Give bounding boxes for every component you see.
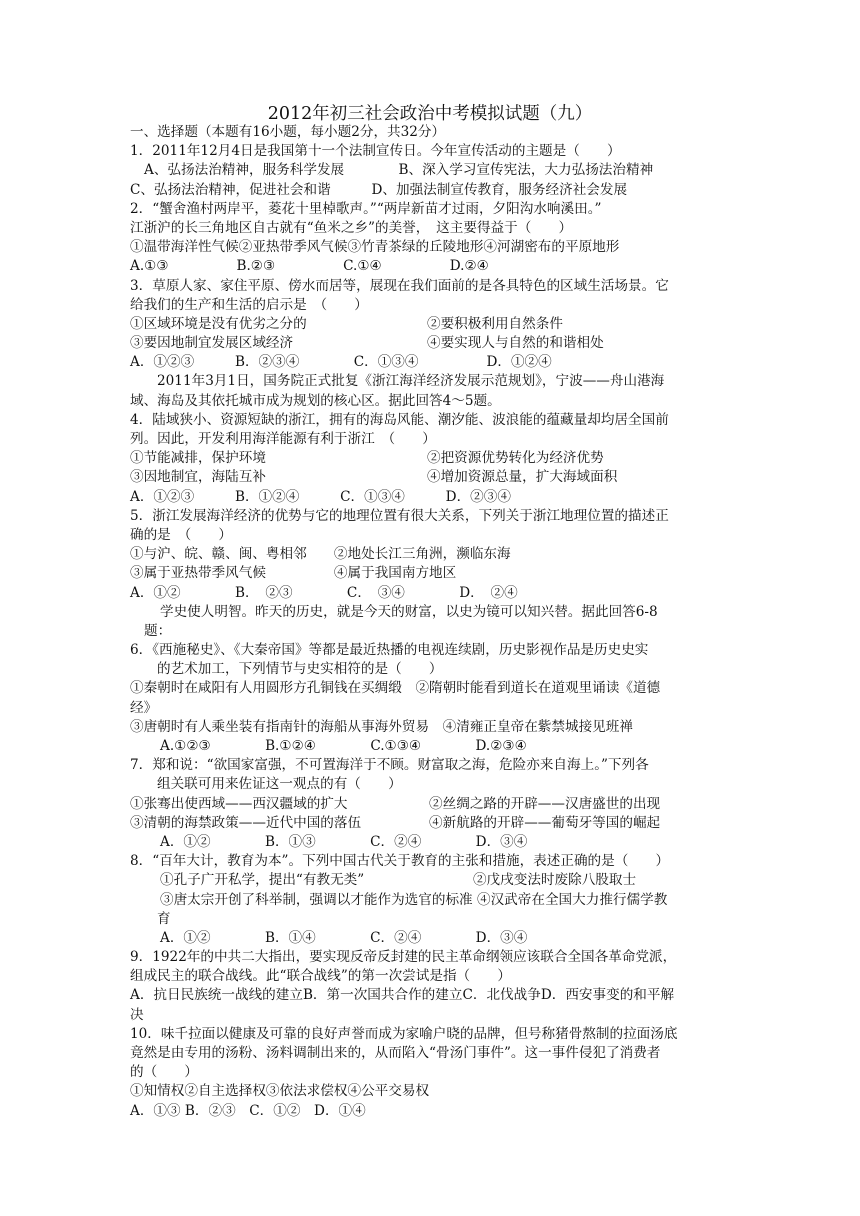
q3-item-2: ②要积极利用自然条件 [427, 315, 563, 332]
intro-6-8-line1: 学史使人明智。昨天的历史，就是今天的财富，以史为镜可以知兴替。据此回答6-8 [160, 603, 658, 620]
q3-stem-line2: 给我们的生产和生活的启示是 （ ） [130, 296, 368, 313]
q2-stem-line1: 2．“蟹舍渔村两岸平，菱花十里棹歌声。”“两岸新苗才过雨，夕阳沟水响溪田。” [130, 200, 602, 217]
section-heading: 一、选择题（本题有16小题，每小题2分，共32分） [130, 124, 446, 140]
q7-stem-line1: 7．郑和说：“欲国家富强，不可置海洋于不顾。财富取之海，危险亦来自海上。”下列各 [130, 757, 649, 774]
q3-stem-line1: 3．草原人家、家住平原、傍水而居等，展现在我们面前的是各具特色的区域生活场景。它 [130, 277, 669, 294]
q8-options: A．①② B．①④ C．②④ D．③④ [160, 929, 528, 946]
exam-content [130, 123, 750, 1121]
q4-options: A．①②③ B．①②④ C．①③④ D．②③④ [130, 488, 511, 505]
q1-options-cd: C、弘扬法治精神，促进社会和谐 D、加强法制宣传教育，服务经济社会发展 [130, 181, 628, 198]
q5-stem-line1: 5．浙江发展海洋经济的优势与它的地理位置有很大关系，下列关于浙江地理位置的描述正 [130, 507, 669, 524]
q10-items: ①知情权②自主选择权③依法求偿权④公平交易权 [130, 1083, 430, 1100]
q3-items-row1 [130, 315, 750, 334]
q6-options: A.①②③ B.①②④ C.①③④ D.②③④ [160, 738, 527, 754]
q6-stem-line2: 的艺术加工，下列情节与史实相符的是（ ） [157, 661, 443, 678]
q10-stem-line2: 竟然是由专用的汤粉、汤料调制出来的，从而陷入“骨汤门事件”。这一事件侵犯了消费者 [130, 1045, 661, 1061]
q3-options: A．①②③ B．②③④ C．①③④ D．①②④ [130, 354, 552, 371]
q8-items-row2-cont: 育 [157, 910, 171, 927]
q8-items-row1: ①孔子广开私学，提出“有教无类” ②戊戌变法时废除八股取士 [160, 872, 637, 889]
q3-item-3: ③要因地制宜发展区域经济 [130, 335, 294, 352]
q5-options: A．①② B． ②③ C． ③④ D． ②④ [130, 584, 518, 601]
q9-options-line2: 决 [130, 1006, 144, 1023]
q6-items-row1: ①秦朝时在咸阳有人用圆形方孔铜钱在买绸缎 ②隋朝时能看到道长在道观里诵读《道德 [130, 680, 661, 697]
q5-items-row2: ③属于亚热带季风气候 ④属于我国南方地区 [130, 565, 457, 582]
q4-item-1: ①节能减排，保护环境 [130, 450, 266, 467]
q4-stem-line1: 4．陆域狭小、资源短缺的浙江，拥有的海岛风能、潮汐能、波浪能的蕴藏量却均居全国前 [130, 411, 669, 428]
q7-options: A．①② B．①③ C．②④ D．③④ [160, 833, 528, 850]
q5-stem-line2: 确的是 （ ） [130, 526, 232, 543]
q4-stem-line2: 列。因此，开发利用海洋能源有利于浙江 （ ） [130, 431, 436, 447]
q7-items-row1: ①张骞出使西域——西汉疆域的扩大 ②丝绸之路的开辟——汉唐盛世的出现 [130, 795, 661, 812]
q5-items-row1: ①与沪、皖、赣、闽、粤相邻 ②地处长江三角洲，濒临东海 [130, 546, 511, 563]
intro-6-8-line2: 题： [144, 622, 172, 639]
q3-item-4: ④要实现人与自然的和谐相处 [427, 335, 604, 352]
q4-item-3: ③因地制宜，海陆互补 [130, 469, 266, 486]
q9-stem-line1: 9．1922年的中共二大指出，要实现反帝反封建的民主革命纲领应该联合全国各革命党派， [130, 949, 677, 966]
q7-stem-line2: 组关联可用来佐证这一观点的有（ ） [157, 776, 402, 793]
q6-stem-line1: 6．《西施秘史》、《大秦帝国》等都是最近热播的电视连续剧，历史影视作品是历史史实 [130, 642, 649, 659]
q2-options: A.①③ B.②③ C.①④ D.②④ [130, 258, 489, 275]
q8-stem: 8．“百年大计，教育为本”。下列中国古代关于教育的主张和措施，表述正确的是（ ） [130, 853, 670, 870]
q1-options-ab: A、弘扬法治精神，服务科学发展 B、深入学习宣传宪法，大力弘扬法治精神 [144, 162, 654, 179]
q3-items-row2 [130, 334, 750, 353]
q7-items-row2: ③清朝的海禁政策——近代中国的落伍 ④新航路的开辟——葡萄牙等国的崛起 [130, 814, 661, 831]
q8-items-row2: ③唐太宗开创了科举制，强调以才能作为选官的标准 ④汉武帝在全国大力推行儒学教 [160, 891, 668, 908]
q1-stem: 1．2011年12月4日是我国第十一个法制宣传日。今年宣传活动的主题是（ ） [130, 143, 621, 160]
q4-item-2: ②把资源优势转化为经济优势 [427, 450, 604, 467]
q10-options: A．①③ B．②③ C．①② D．①④ [130, 1102, 366, 1119]
q4-items-row2 [130, 468, 750, 487]
intro-4-5-line2: 域、海岛及其依托城市成为规划的核心区。据此回答4～5题。 [130, 392, 501, 409]
q6-items-row2: ③唐朝时有人乘坐装有指南针的海船从事海外贸易 ④清雍正皇帝在紫禁城接见班禅 [130, 718, 633, 735]
q9-options-line1: A．抗日民族统一战线的建立B．第一次国共合作的建立C．北伐战争D．西安事变的和平解 [130, 987, 675, 1004]
q3-item-1: ①区域环境是没有优劣之分的 [130, 315, 307, 332]
q10-stem-line3: 的（ ） [130, 1064, 198, 1081]
q10-stem-line1: 10．味千拉面以健康及可靠的良好声誉而成为家喻户晓的品牌，但号称猪骨熬制的拉面汤底 [130, 1025, 678, 1042]
q4-items-row1 [130, 449, 750, 468]
q2-items: ①温带海洋性气候②亚热带季风气候③竹青茶绿的丘陵地形④河湖密布的平原地形 [130, 239, 620, 256]
q6-items-row1-cont: 经》 [130, 699, 158, 716]
q2-stem-line2: 江浙沪的长三角地区自古就有“鱼米之乡”的美誉， 这主要得益于（ ） [130, 219, 573, 236]
page-title: 2012年初三社会政治中考模拟试题（九） [267, 104, 593, 124]
q4-item-4: ④增加资源总量，扩大海域面积 [427, 469, 618, 486]
intro-4-5-line1: 2011年3月1日，国务院正式批复《浙江海洋经济发展示范规划》，宁波——舟山港海 [157, 373, 665, 390]
q9-stem-line2: 组成民主的联合战线。此“联合战线”的第一次尝试是指（ ） [130, 968, 511, 985]
